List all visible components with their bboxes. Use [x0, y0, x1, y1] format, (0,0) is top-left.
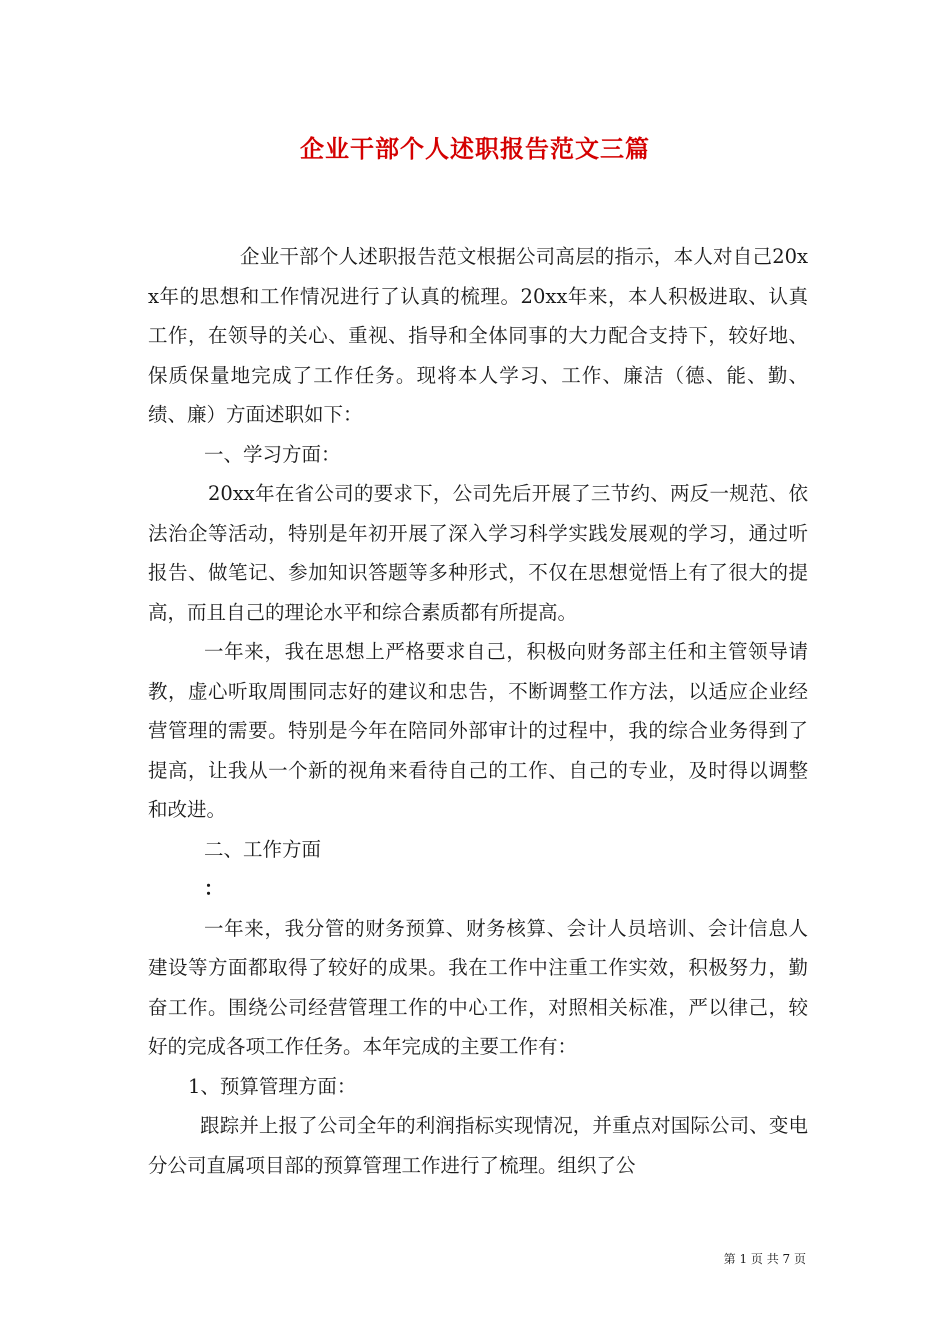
document-title: 企业干部个人述职报告范文三篇 [300, 134, 650, 163]
intro-paragraph: 企业干部个人述职报告范文根据公司高层的指示，本人对自己20xx年的思想和工作情况进行了认真的梳理。20xx年来，本人积极进取、认真工作，在领导的关心、重视、指导和全体同事的大力配合支持下，较好地、保质保量地完成了工作任务。现将本人学习、工作、廉洁（德、能、勤、绩、廉）方面述职如下： [148, 245, 808, 426]
subsection-heading-budget: 1、预算管理方面： [188, 1074, 357, 1098]
budget-paragraph: 跟踪并上报了公司全年的利润指标实现情况，并重点对国际公司、变电分公司直属项目部的预算管理工作进行了梳理。组织了公 [148, 1114, 808, 1177]
page-number: 第 1 页 共 7 页 [723, 1252, 806, 1266]
section-heading-work: 二、工作方面 [204, 837, 322, 861]
study-paragraph: 20xx年在省公司的要求下，公司先后开展了三节约、两反一规范、依法治企等活动，特别是年初开展了深入学习科学实践发展观的学习，通过听报告、做笔记、参加知识答题等多种形式，不仅在思想觉悟上有了很大的提高，而且自己的理论水平和综合素质都有所提高。 [148, 482, 808, 624]
section-heading-study: 一、学习方面： [204, 442, 341, 466]
document-body [148, 237, 808, 1185]
section-heading-work-colon: ： [204, 877, 224, 900]
work-paragraph: 一年来，我分管的财务预算、财务核算、会计人员培训、会计信息人建设等方面都取得了较好的成果。我在工作中注重工作实效，积极努力，勤奋工作。围绕公司经营管理工作的中心工作，对照相关标准，严以律己，较好的完成各项工作任务。本年完成的主要工作有： [148, 916, 808, 1058]
study-reflection-paragraph: 一年来，我在思想上严格要求自己，积极向财务部主任和主管领导请教，虚心听取周围同志好的建议和忠告，不断调整工作方法，以适应企业经营管理的需要。特别是今年在陪同外部审计的过程中，我的综合业务得到了提高，让我从一个新的视角来看待自己的工作、自己的专业，及时得以调整和改进。 [148, 640, 808, 821]
